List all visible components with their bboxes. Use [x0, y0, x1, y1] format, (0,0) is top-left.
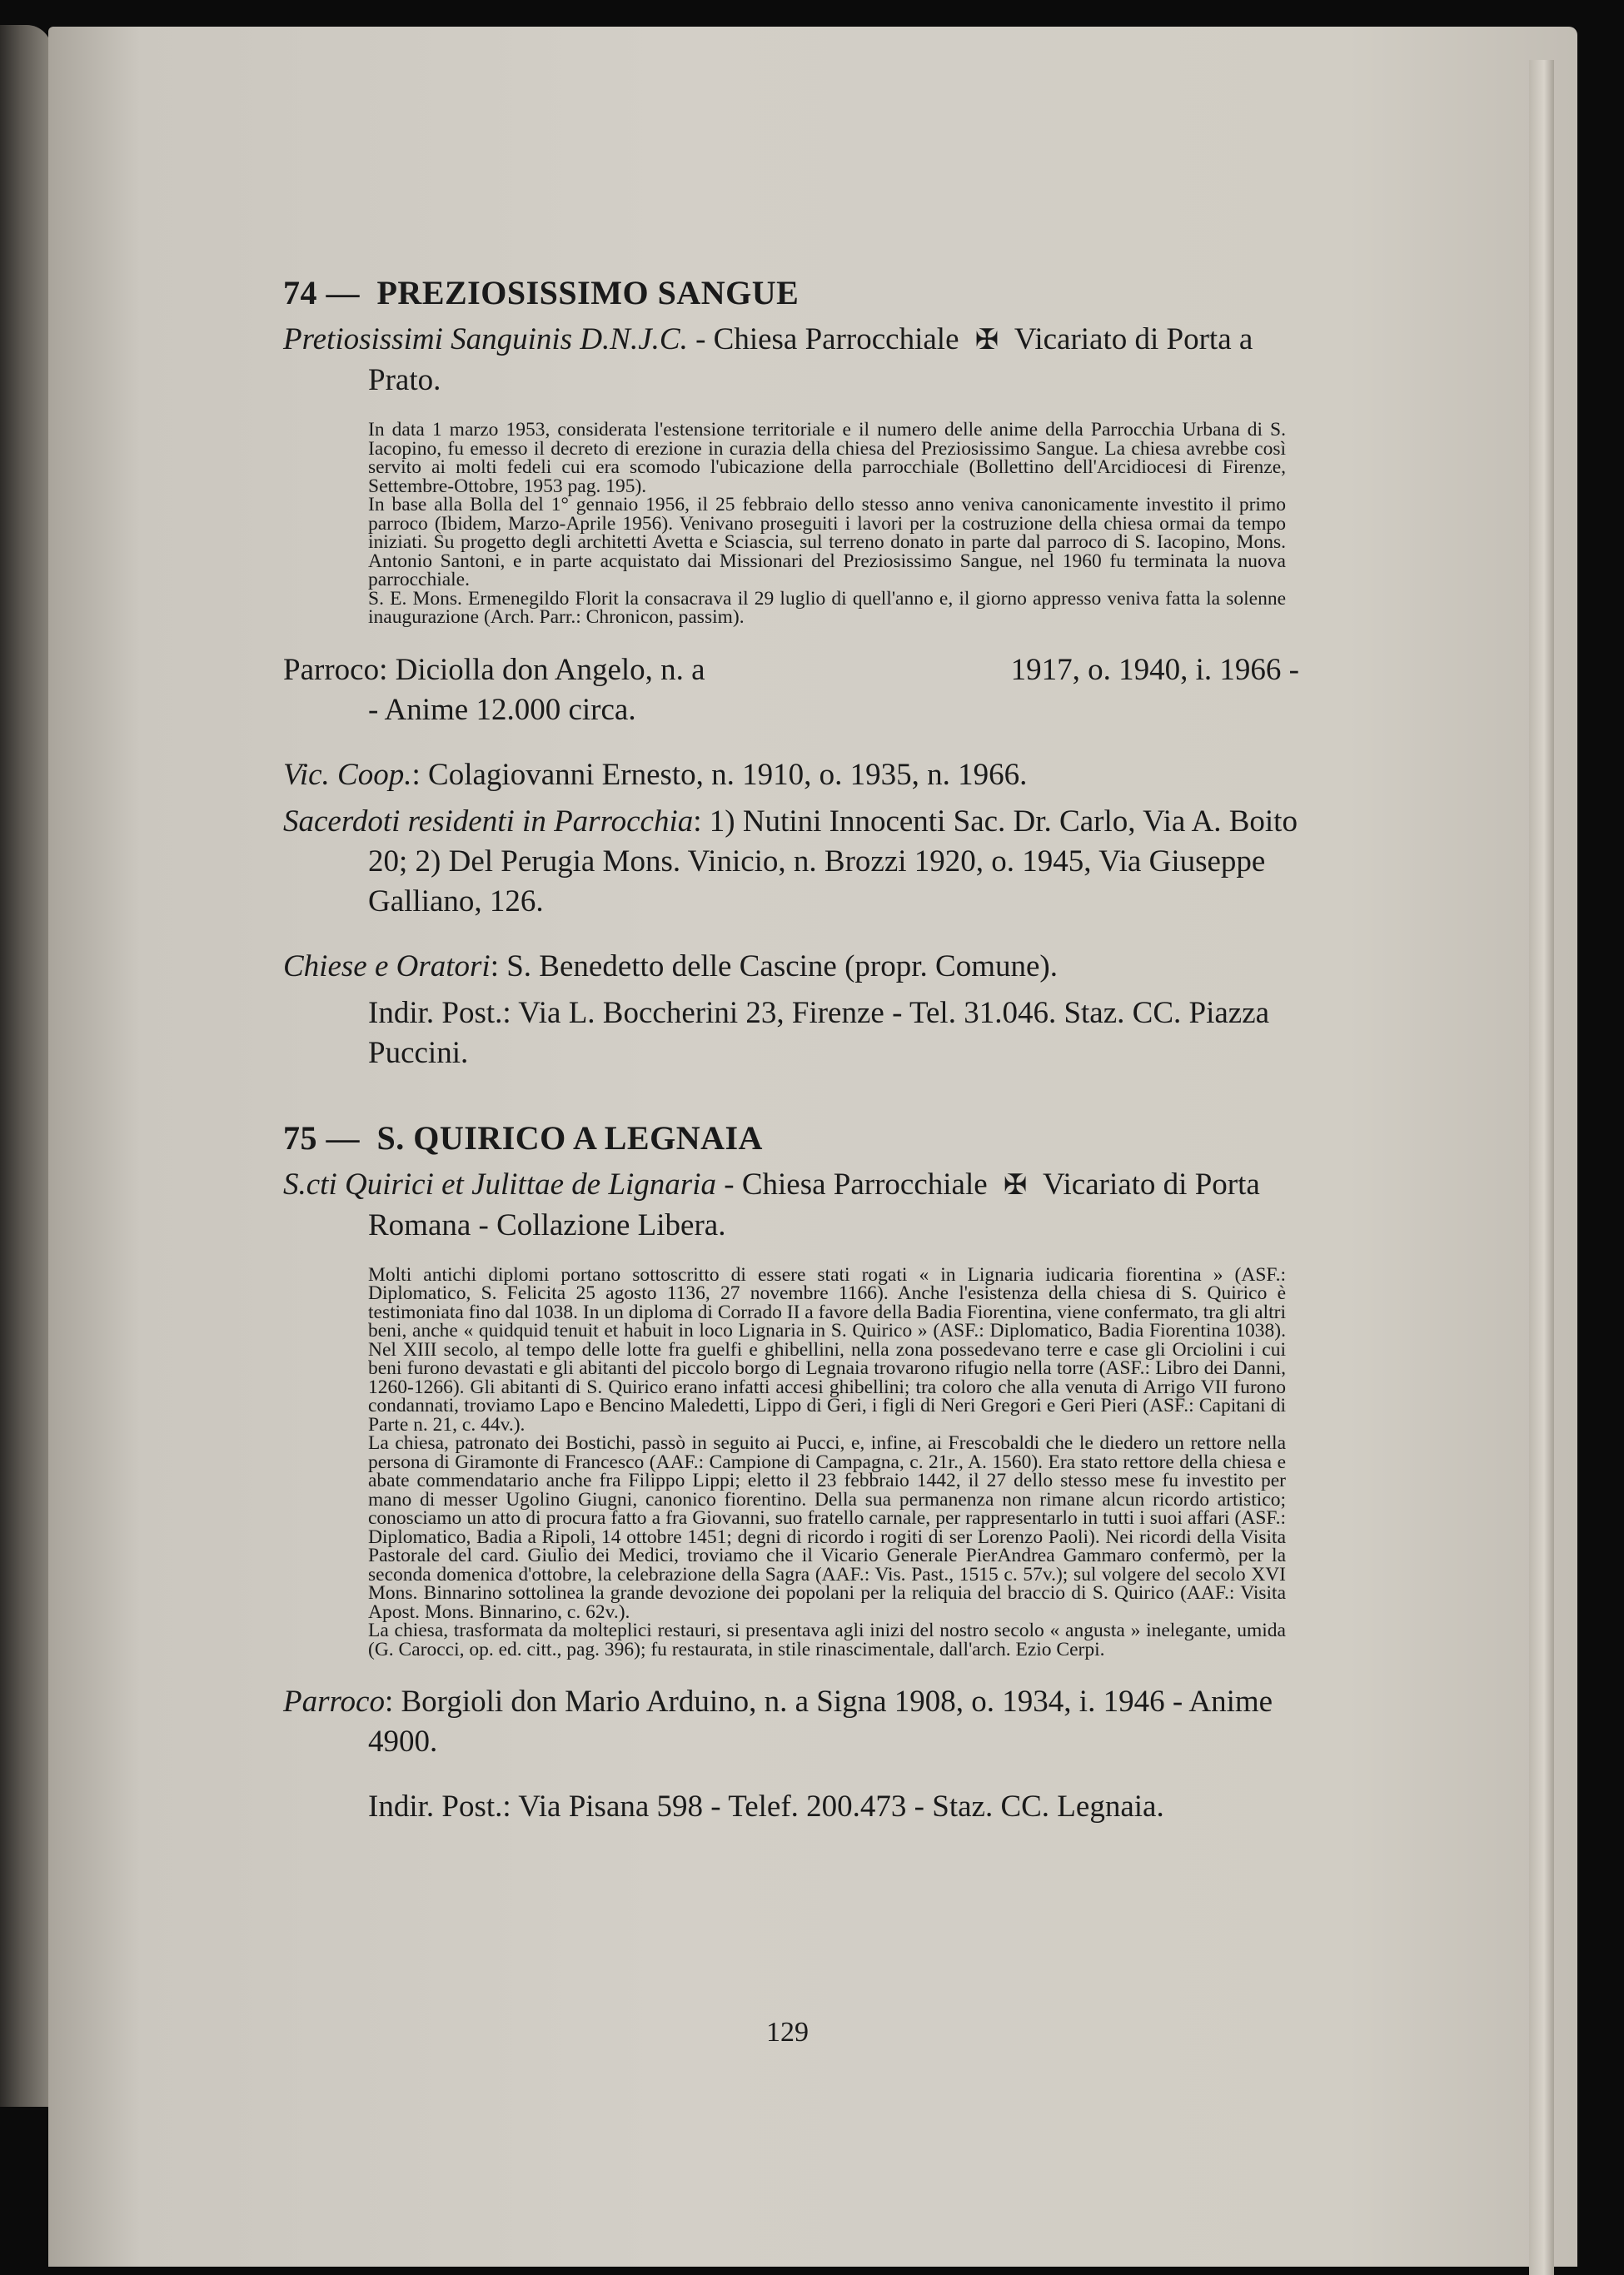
- vicariate: Vicariato di Porta Romana - Collazione Libera.: [368, 1167, 1260, 1242]
- parroco-text: : Borgioli don Mario Arduino, n. a Signa 1908, o. 1934, i. 1946 - Anime 4900.: [368, 1685, 1273, 1759]
- section-number: 75 —: [283, 1118, 360, 1157]
- parroco-label: Parroco: [283, 1685, 385, 1719]
- page-number: 129: [766, 2017, 809, 2048]
- note-paragraph: In base alla Bolla del 1° gennaio 1956, il 25 febbraio dello stesso anno veniva canonicamente investito il primo parroco (Ibidem, Marzo-Aprile 1956). Venivano proseguiti i lavori per la costruzione della chiesa ormai da tempo iniziati. Su progetto degli architetti Avetta e Sciascia, sul terreno donato in parte dal parroco di S. Iacopino, Mons. Antonio Santoni, e in parte acquistato dai Missionari del Preziosissimo Sangue, nel 1960 fu terminata la nuova parrocchiale.: [368, 494, 1286, 590]
- church-designation: [283, 1165, 1299, 1246]
- chiese-text: : S. Benedetto delle Cascine (propr. Comune).: [490, 948, 1058, 983]
- latin-name: S.cti Quirici et Julittae de Lignaria: [283, 1167, 716, 1202]
- chiese-label: Chiese e Oratori: [283, 948, 491, 983]
- sacerdoti-text: : 1) Nutini Innocenti Sac. Dr. Carlo, Via A. Boito 20; 2) Del Perugia Mons. Vinicio, n. Brozzi 1920, o. 1945, Via Giuseppe Galliano, 126.: [368, 804, 1298, 918]
- page-content: [283, 273, 1299, 1834]
- note-paragraph: La chiesa, trasformata da molteplici restauri, si presentava agli inizi del nostro secolo « angusta » inelegante, umida (G. Carocci, op. ed. citt., pag. 396); fu restaurata, in stile rinascimentale, dall'arch. Ezio Cerpi.: [368, 1620, 1286, 1660]
- note-paragraph: La chiesa, patronato dei Bostichi, passò in seguito ai Pucci, e, infine, ai Frescobaldi che le diedero un rettore nella persona di Giramonte di Francesco (AAF.: Campione di Campagna, c. 21r., A. 1560). Era stato rettore della chiesa e abate commendatario anche fra Filippo Lippi; eletto il 23 febbraio 1442, il 27 dello stesso mese fu investito per mano di messer Ugolino Giugni, canonico fiorentino. Della sua permanenza non rimane alcun ricordo artistico; conosciamo un atto di procura fatto a fra Giovanni, suo fratello carnale, per rappresentarlo in tutti i suoi affari (ASF.: Diplomatico, Badia a Ripoli, 14 ottobre 1451; degni di ricordo i rogiti di ser Lorenzo Paoli). Nei ricordi della Visita Pastorale del card. Giulio dei Medici, troviamo che il Vicario Generale PierAndrea Gammaro confermò, per la seconda domenica d'ottobre, la celebrazione della Sagra (AAF.: Vis. Past., 1515 c. 57v.); sul volgere del secolo XVI Mons. Binnarino sottolinea la grande devozione dei popolani per la reliquia del braccio di S. Quirico (AAF.: Visita Apost. Mons. Binnarino, c. 62v.).: [368, 1432, 1286, 1623]
- note-paragraph: Molti antichi diplomi portano sottoscritto di essere stati rogati « in Lignaria iudicaria fiorentina » (ASF.: Diplomatico, S. Felicita 25 agosto 1136, 27 novembre 1166). Anche l'esistenza della chiesa di S. Quirico è testimoniata fino dal 1038. In un diploma di Corrado II a favore della Badia Fiorentina, viene confermato, tra gli altri beni, anche « quidquid tenuit et habuit in loco Lignaria in S. Quirico » (ASF.: Diplomatico, Badia Fiorentina 1038). Nel XIII secolo, al tempo delle lotte fra guelfi e ghibellini, nella zona possedevano terre e case gli Orciolini i cui beni furono devastati e gli abitanti del piccolo borgo di Legnaia trovarono rifugio nella torre (ASF.: Libro dei Danni, 1260-1266). Gli abitanti di S. Quirico erano infatti accesi ghibellini; tra coloro che alla venuta di Arrigo VII furono condannati, troviamo Lapo e Bencino Maledetti, Lippo di Geri, i figli di Neri Gregori e Geri Pieri (ASF.: Capitani di Parte n. 21, c. 44v.).: [368, 1263, 1286, 1436]
- address-line: Indir. Post.: Via L. Boccherini 23, Firenze - Tel. 31.046. Staz. CC. Piazza Puccini.: [368, 995, 1270, 1070]
- note-paragraph: S. E. Mons. Ermenegildo Florit la consacrava il 29 luglio di quell'anno e, il giorno appresso veniva fatta la solenne inaugurazione (Arch. Parr.: Chronicon, passim).: [368, 587, 1286, 628]
- vic-coop-text: : Colagiovanni Ernesto, n. 1910, o. 1935, n. 1966.: [411, 757, 1028, 792]
- note-paragraph: In data 1 marzo 1953, considerata l'estensione territoriale e il numero delle anime della Parrocchia Urbana di S. Iacopino, fu emesso il decreto di erezione in curazia della chiesa del Preziosissimo Sangue. La chiesa avrebbe così servito ai molti fedeli cui era scomodo l'ubicazione della parrocchiale (Bollettino dell'Arcidiocesi di Firenze, Settembre-Ottobre, 1953 pag. 195).: [368, 419, 1286, 497]
- facing-page-edge: [0, 25, 52, 2107]
- church-designation: [283, 320, 1299, 401]
- cross-icon: ✠: [1003, 1169, 1028, 1201]
- section-75-heading: [283, 1118, 1299, 1158]
- parroco-anime: - Anime 12.000 circa.: [368, 692, 636, 727]
- section-74-heading: [283, 273, 1299, 313]
- sacerdoti-entry: [283, 802, 1299, 922]
- vic-coop-label: Vic. Coop.: [283, 757, 412, 792]
- vic-coop-entry: [283, 755, 1299, 795]
- historical-note: [368, 1263, 1286, 1660]
- parroco-name: Parroco: Diciolla don Angelo, n. a: [283, 652, 705, 687]
- sacerdoti-label: Sacerdoti residenti in Parrocchia: [283, 804, 694, 839]
- vicariate: Vicariato di Porta a Prato.: [368, 322, 1253, 397]
- church-type: - Chiesa Parrocchiale: [687, 322, 967, 356]
- section-title: S. QUIRICO A LEGNAIA: [376, 1118, 763, 1157]
- address-line: Indir. Post.: Via Pisana 598 - Telef. 200.473 - Staz. CC. Legnaia.: [368, 1790, 1164, 1824]
- chiese-entry: [283, 947, 1299, 987]
- church-type: - Chiesa Parrocchiale: [716, 1167, 995, 1202]
- page-edge-shadow: [1529, 60, 1554, 2275]
- latin-name: Pretiosissimi Sanguinis D.N.J.C.: [283, 322, 688, 356]
- section-number: 74 —: [283, 274, 360, 311]
- parroco-entry: [283, 1682, 1299, 1762]
- cross-icon: ✠: [974, 325, 999, 356]
- historical-note: [368, 421, 1286, 627]
- parroco-entry: [283, 650, 1299, 730]
- parroco-line: [283, 650, 1299, 690]
- section-title: PREZIOSISSIMO SANGUE: [376, 274, 800, 311]
- parroco-dates: 1917, o. 1940, i. 1966 -: [1010, 652, 1299, 687]
